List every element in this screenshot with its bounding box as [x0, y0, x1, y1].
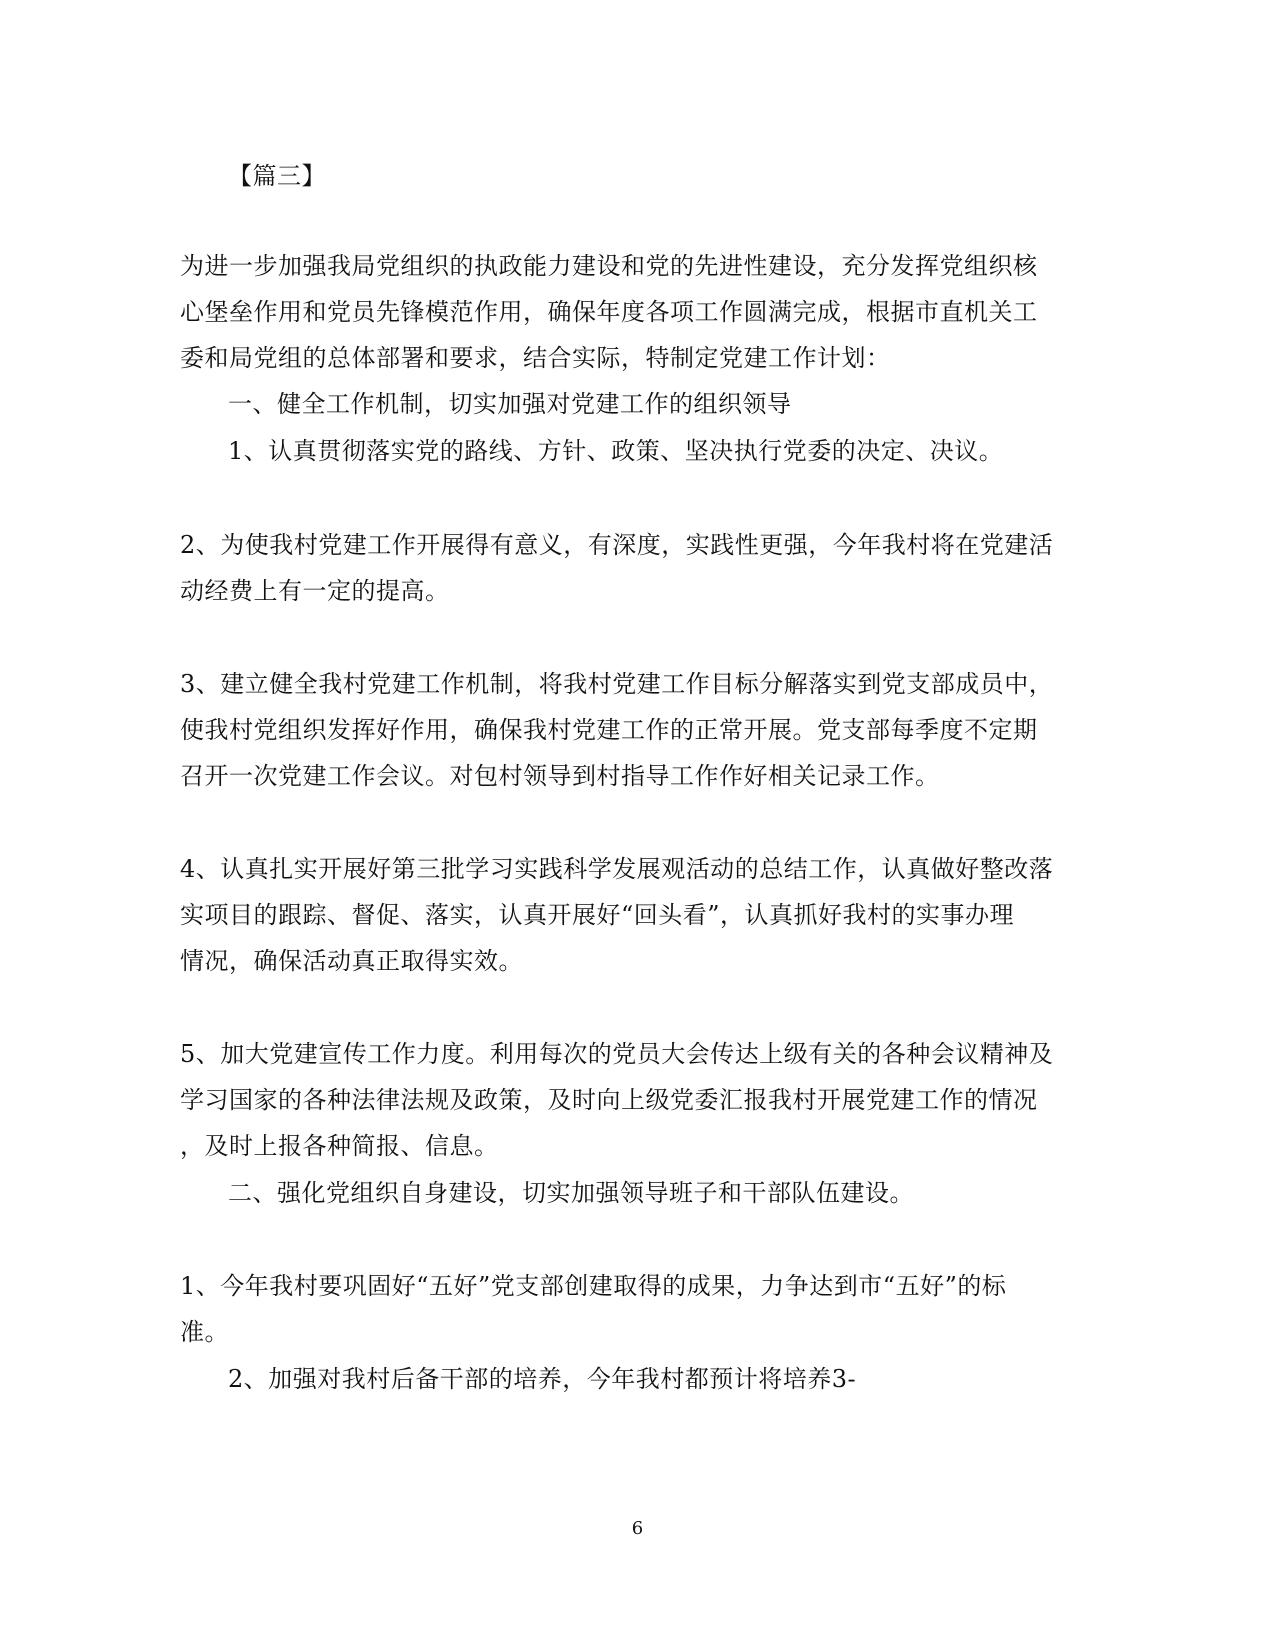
list-item: 1、今年我村要巩固好“五好”党支部创建取得的成果，力争达到市“五好”的标	[180, 1272, 1007, 1300]
section-title: 【篇三】	[228, 162, 326, 190]
list-item: 2、为使我村党建工作开展得有意义，有深度，实践性更强，今年我村将在党建活	[180, 531, 1054, 559]
paragraph-line: 实项目的跟踪、督促、落实，认真开展好“回头看”，认真抓好我村的实事办理	[180, 901, 1015, 929]
list-item: 3、建立健全我村党建工作机制，将我村党建工作目标分解落实到党支部成员中，	[180, 670, 1054, 698]
list-item: 1、认真贯彻落实党的路线、方针、政策、坚决执行党委的决定、决议。	[228, 437, 1004, 465]
paragraph-line: 情况，确保活动真正取得实效。	[180, 947, 523, 975]
paragraph-line: 学习国家的各种法律法规及政策，及时向上级党委汇报我村开展党建工作的情况	[180, 1086, 1038, 1114]
paragraph-line: 准。	[180, 1318, 229, 1346]
paragraph-line: 为进一步加强我局党组织的执政能力建设和党的先进性建设，充分发挥党组织核	[180, 252, 1038, 280]
paragraph-line: 心堡垒作用和党员先锋模范作用，确保年度各项工作圆满完成，根据市直机关工	[180, 298, 1038, 326]
paragraph-line: 委和局党组的总体部署和要求，结合实际，特制定党建工作计划：	[180, 344, 891, 372]
paragraph-line: ，及时上报各种简报、信息。	[180, 1132, 499, 1160]
list-item: 2、加强对我村后备干部的培养，今年我村都预计将培养3-	[228, 1365, 857, 1393]
paragraph-line: 动经费上有一定的提高。	[180, 577, 450, 605]
heading-line: 二、强化党组织自身建设，切实加强领导班子和干部队伍建设。	[228, 1179, 914, 1207]
heading-line: 一、健全工作机制，切实加强对党建工作的组织领导	[228, 390, 792, 418]
list-item: 4、认真扎实开展好第三批学习实践科学发展观活动的总结工作，认真做好整改落	[180, 855, 1054, 883]
paragraph-line: 使我村党组织发挥好作用，确保我村党建工作的正常开展。党支部每季度不定期	[180, 716, 1038, 744]
paragraph-line: 召开一次党建工作会议。对包村领导到村指导工作作好相关记录工作。	[180, 762, 940, 790]
page-number: 6	[631, 1518, 644, 1539]
list-item: 5、加大党建宣传工作力度。利用每次的党员大会传达上级有关的各种会议精神及	[180, 1040, 1054, 1068]
